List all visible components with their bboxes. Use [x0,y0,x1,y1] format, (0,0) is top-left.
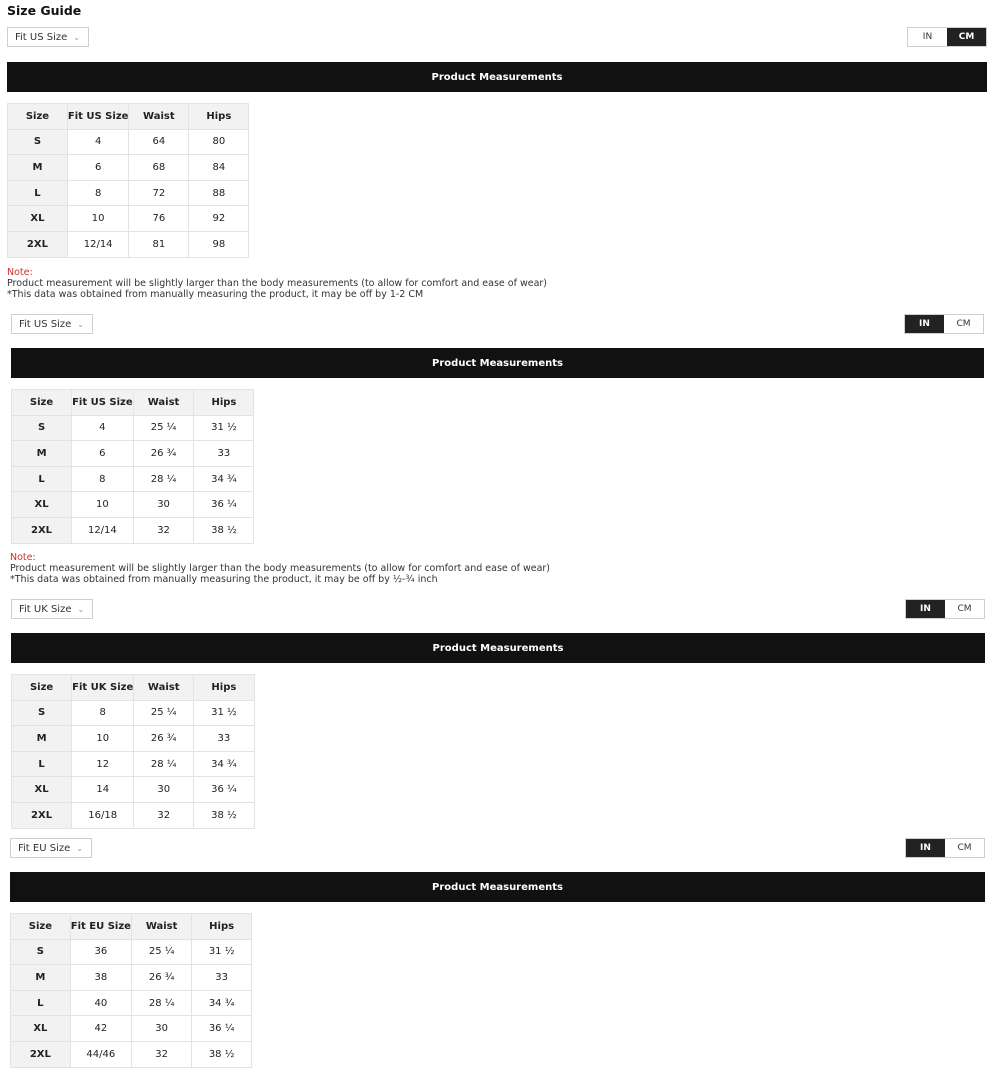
fit-size-cell: 6 [72,441,134,467]
note-label: Note: [7,267,33,278]
waist-cell: 81 [129,231,189,257]
size-cell: M [11,965,71,991]
note-accuracy-text: *This data was obtained from manually measuring the product, it may be off by 1-2 CM [7,289,424,300]
hips-cell: 92 [189,206,249,232]
hips-cell: 36 ¼ [194,777,254,803]
chevron-down-icon: ⌄ [73,32,80,42]
table-row [8,155,249,181]
waist-cell: 30 [134,777,194,803]
table-header-row [11,914,252,940]
fit-size-cell: 12/14 [67,231,129,257]
unit-toggle[interactable] [905,599,985,619]
column-header: Hips [194,675,254,701]
measurements-table [11,674,255,829]
size-cell: 2XL [12,802,72,828]
hips-cell: 31 ½ [194,415,254,441]
unit-cm-button[interactable]: CM [944,315,983,333]
waist-cell: 30 [131,1016,191,1042]
unit-in-button[interactable]: IN [905,315,944,333]
fit-size-cell: 10 [72,492,134,518]
table-row [12,441,254,467]
unit-in-button[interactable]: IN [906,600,945,618]
measurements-table [7,103,249,258]
chevron-down-icon: ⌄ [77,319,84,329]
waist-cell: 26 ¾ [134,726,194,752]
size-cell: XL [8,206,68,232]
fit-size-select-label: Fit EU Size [18,842,71,854]
fit-size-cell: 8 [72,466,134,492]
column-header: Waist [129,104,189,130]
fit-size-select[interactable] [10,838,92,858]
size-cell: XL [12,492,72,518]
fit-size-cell: 10 [67,206,129,232]
hips-cell: 33 [192,965,252,991]
hips-cell: 33 [194,726,254,752]
note-text: Product measurement will be slightly larger than the body measurements (to allow for comfort and ease of wear) [7,278,547,289]
table-row [8,129,249,155]
column-header: Waist [134,675,194,701]
size-cell: 2XL [11,1041,71,1067]
hips-cell: 31 ½ [194,700,254,726]
fit-size-select-label: Fit UK Size [19,603,72,615]
waist-cell: 72 [129,180,189,206]
waist-cell: 32 [133,517,194,543]
table-header-row [12,390,254,416]
product-measurements-header: Product Measurements [10,872,985,902]
column-header: Fit UK Size [72,675,134,701]
fit-size-select[interactable] [11,314,93,334]
unit-cm-button[interactable]: CM [945,839,984,857]
fit-size-cell: 14 [72,777,134,803]
hips-cell: 80 [189,129,249,155]
fit-size-cell: 6 [67,155,129,181]
fit-size-cell: 12 [72,751,134,777]
fit-size-cell: 44/46 [70,1041,131,1067]
hips-cell: 34 ¾ [194,751,254,777]
waist-cell: 26 ¾ [133,441,194,467]
table-row [8,206,249,232]
table-row [12,492,254,518]
waist-cell: 64 [129,129,189,155]
size-cell: S [11,939,71,965]
waist-cell: 28 ¼ [134,751,194,777]
size-section-us-in [11,314,984,594]
table-row [8,180,249,206]
measurement-note [7,267,547,300]
product-measurements-header: Product Measurements [7,62,987,92]
table-row [12,777,255,803]
waist-cell: 25 ¼ [133,415,194,441]
waist-cell: 25 ¼ [134,700,194,726]
fit-size-cell: 12/14 [72,517,134,543]
unit-toggle[interactable] [905,838,985,858]
table-row [11,1041,252,1067]
column-header: Waist [131,914,191,940]
size-cell: S [12,415,72,441]
size-cell: M [12,726,72,752]
hips-cell: 98 [189,231,249,257]
column-header: Hips [192,914,252,940]
fit-size-select-label: Fit US Size [15,31,68,43]
table-row [12,726,255,752]
table-row [12,751,255,777]
column-header: Fit EU Size [70,914,131,940]
fit-size-cell: 40 [70,990,131,1016]
fit-size-cell: 10 [72,726,134,752]
column-header: Size [12,675,72,701]
unit-in-button[interactable]: IN [908,28,947,46]
fit-size-select[interactable] [7,27,89,47]
hips-cell: 33 [194,441,254,467]
size-cell: M [12,441,72,467]
measurements-table [10,913,252,1068]
table-row [11,965,252,991]
table-row [8,231,249,257]
size-cell: XL [11,1016,71,1042]
hips-cell: 38 ½ [194,517,254,543]
table-row [11,990,252,1016]
waist-cell: 68 [129,155,189,181]
column-header: Hips [189,104,249,130]
waist-cell: 32 [134,802,194,828]
unit-toggle[interactable] [904,314,984,334]
fit-size-cell: 38 [70,965,131,991]
size-cell: XL [12,777,72,803]
waist-cell: 32 [131,1041,191,1067]
table-row [11,939,252,965]
waist-cell: 76 [129,206,189,232]
chevron-down-icon: ⌄ [77,604,85,614]
size-cell: L [12,751,72,777]
column-header: Fit US Size [67,104,129,130]
waist-cell: 26 ¾ [131,965,191,991]
fit-size-cell: 8 [72,700,134,726]
page-title: Size Guide [7,3,82,18]
size-cell: L [12,466,72,492]
size-cell: 2XL [12,517,72,543]
hips-cell: 38 ½ [192,1041,252,1067]
note-text: Product measurement will be slightly larger than the body measurements (to allow for comfort and ease of wear) [10,563,550,574]
waist-cell: 30 [133,492,194,518]
measurement-note [10,552,550,585]
table-header-row [12,675,255,701]
waist-cell: 28 ¼ [133,466,194,492]
hips-cell: 38 ½ [194,802,254,828]
hips-cell: 36 ¼ [192,1016,252,1042]
size-section-uk-in [11,599,985,831]
hips-cell: 34 ¾ [194,466,254,492]
size-cell: S [12,700,72,726]
hips-cell: 88 [189,180,249,206]
table-row [12,517,254,543]
fit-size-cell: 8 [67,180,129,206]
product-measurements-header: Product Measurements [11,633,985,663]
measurements-table [11,389,254,544]
waist-cell: 25 ¼ [131,939,191,965]
size-section-us-cm [7,27,987,307]
table-header-row [8,104,249,130]
table-row [12,700,255,726]
column-header: Waist [133,390,194,416]
fit-size-cell: 16/18 [72,802,134,828]
table-row [11,1016,252,1042]
column-header: Size [12,390,72,416]
column-header: Size [8,104,68,130]
chevron-down-icon: ⌄ [76,843,83,853]
size-section-eu-in [10,838,985,1074]
fit-size-cell: 4 [67,129,129,155]
unit-in-button[interactable]: IN [906,839,945,857]
note-label: Note: [10,552,36,563]
product-measurements-header: Product Measurements [11,348,984,378]
unit-toggle[interactable] [907,27,987,47]
fit-size-select-label: Fit US Size [19,318,72,330]
column-header: Fit US Size [72,390,134,416]
unit-cm-button[interactable]: CM [945,600,984,618]
hips-cell: 36 ¼ [194,492,254,518]
fit-size-cell: 42 [70,1016,131,1042]
table-row [12,415,254,441]
table-row [12,466,254,492]
size-cell: 2XL [8,231,68,257]
note-accuracy-text: *This data was obtained from manually measuring the product, it may be off by ½-¾ inch [10,574,438,585]
unit-cm-button[interactable]: CM [947,28,986,46]
size-cell: L [11,990,71,1016]
size-cell: L [8,180,68,206]
column-header: Size [11,914,71,940]
hips-cell: 31 ½ [192,939,252,965]
column-header: Hips [194,390,254,416]
waist-cell: 28 ¼ [131,990,191,1016]
size-cell: M [8,155,68,181]
hips-cell: 34 ¾ [192,990,252,1016]
fit-size-select[interactable] [11,599,93,619]
table-row [12,802,255,828]
fit-size-cell: 36 [70,939,131,965]
hips-cell: 84 [189,155,249,181]
fit-size-cell: 4 [72,415,134,441]
size-cell: S [8,129,68,155]
